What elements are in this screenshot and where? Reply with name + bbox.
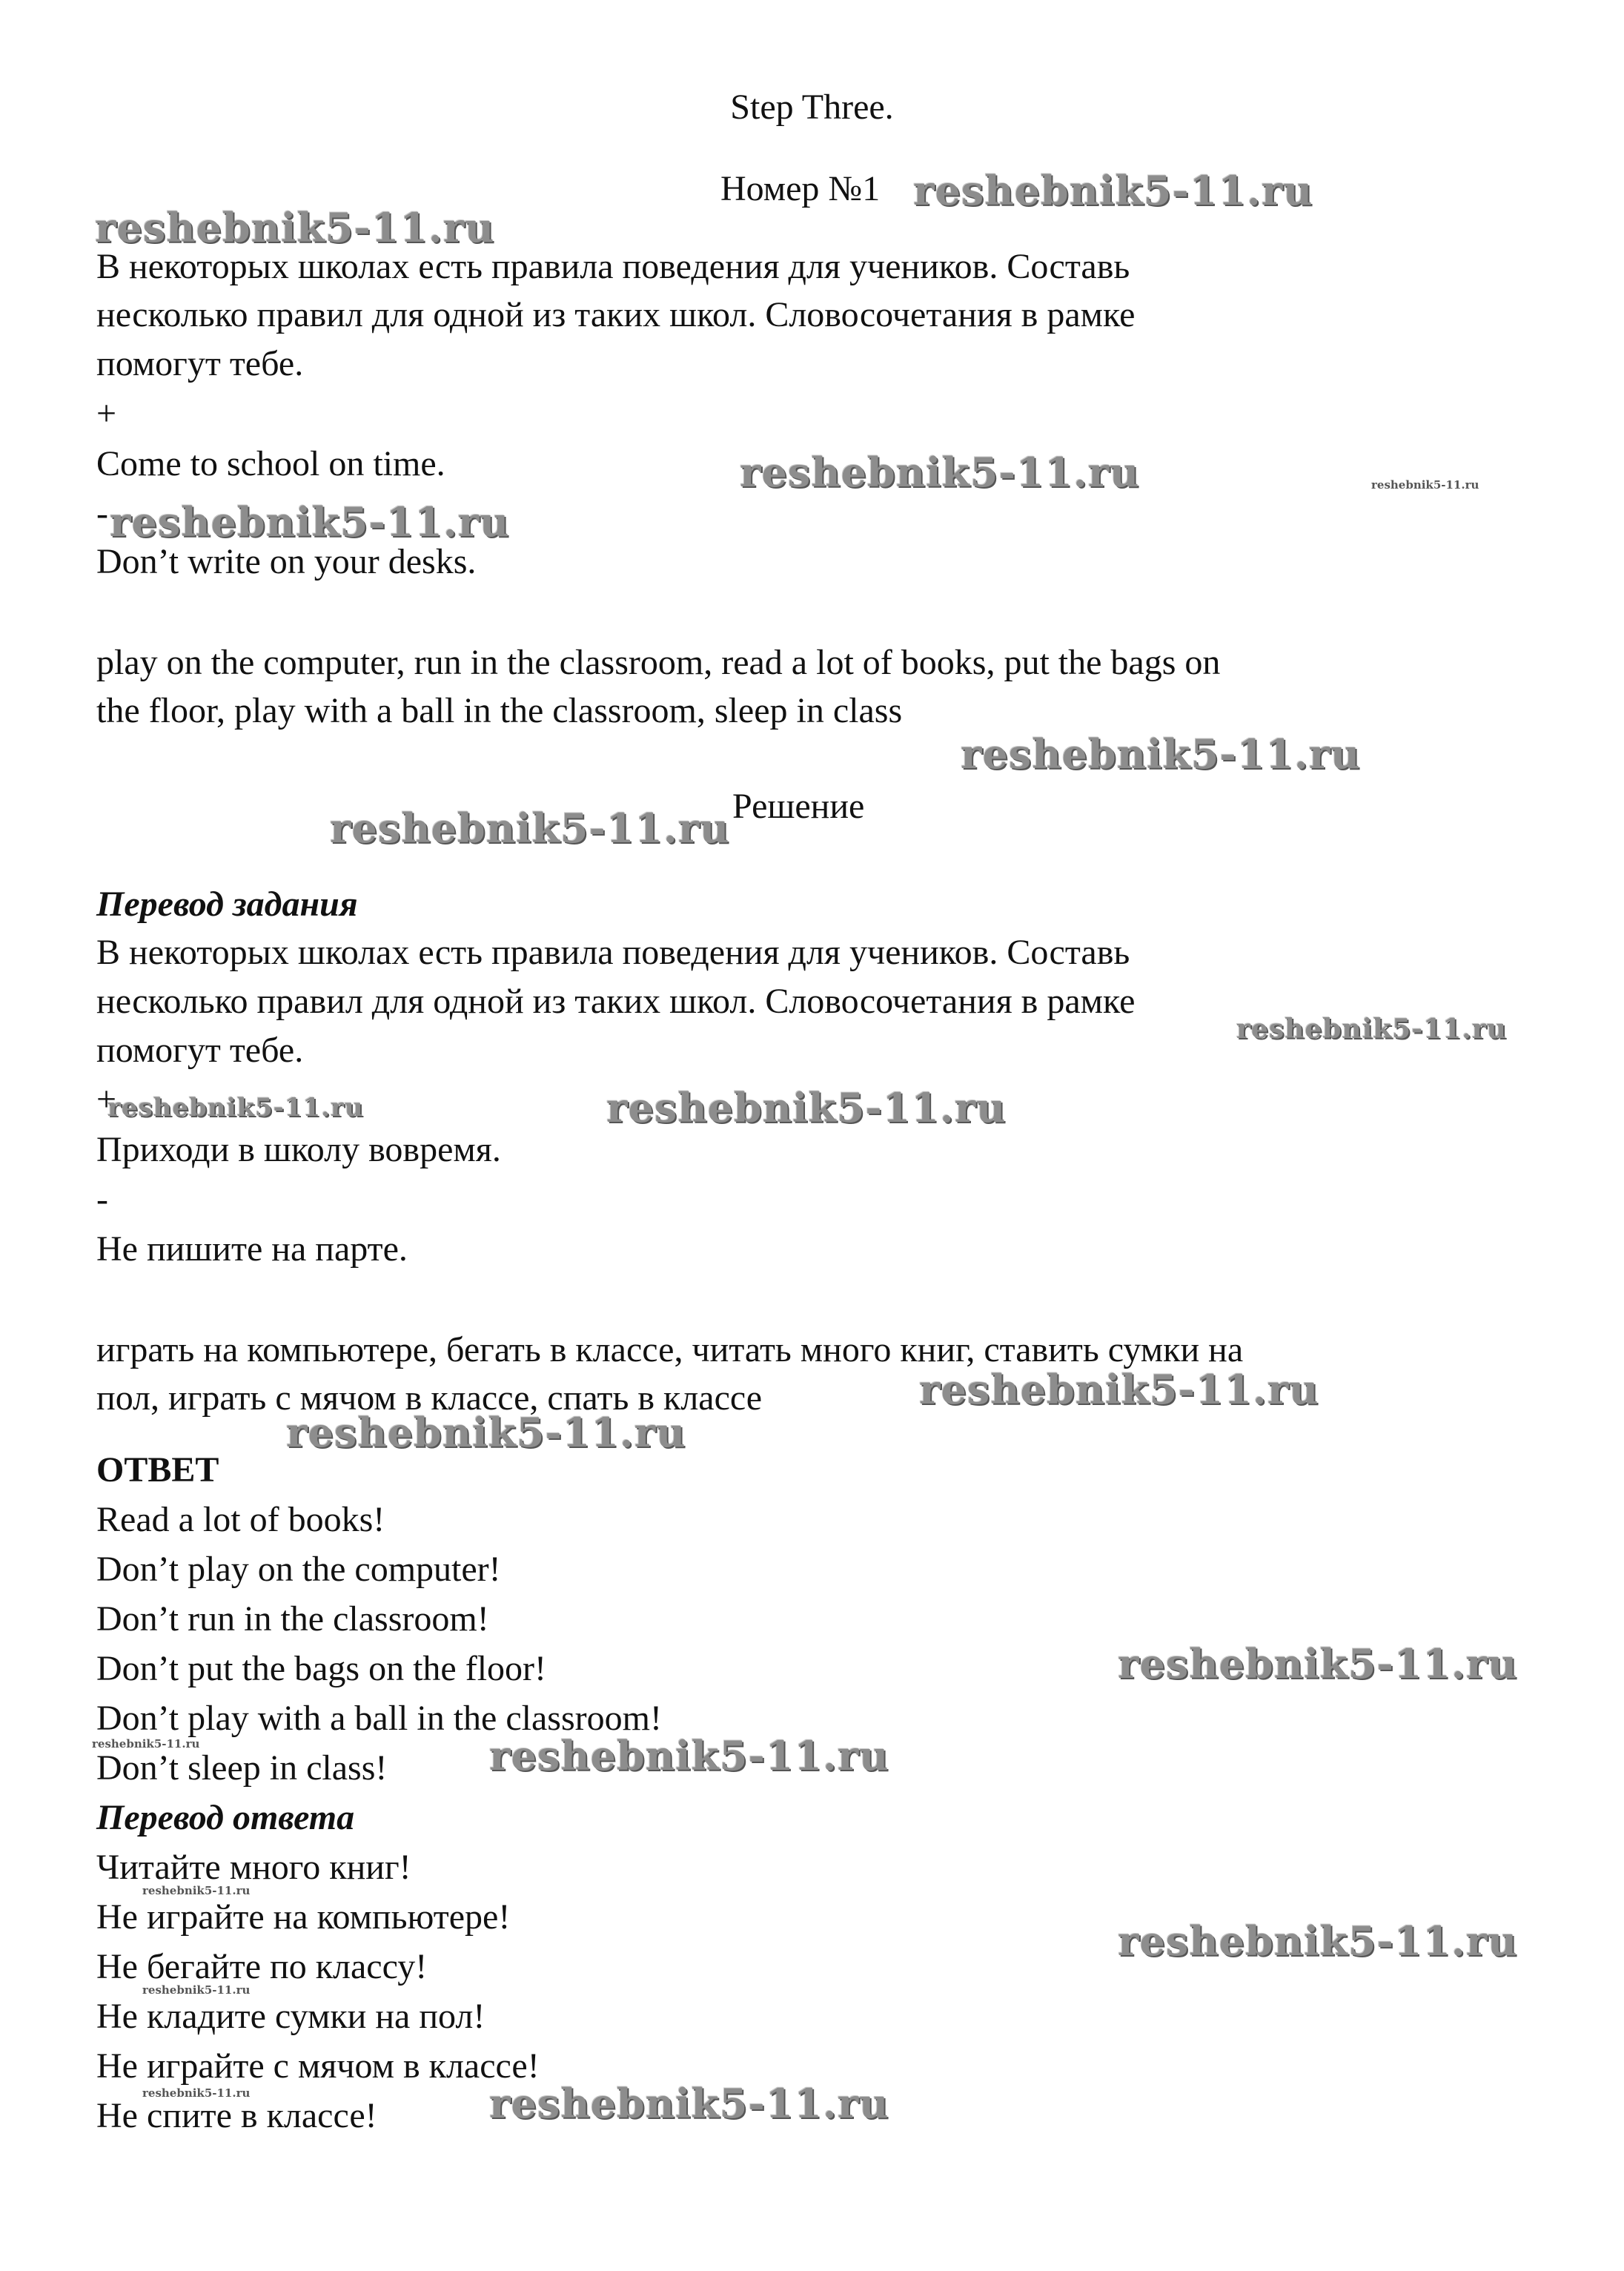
watermark: reshebnik5-11.ru (142, 1884, 251, 1897)
exercise-number: Номер №1 (720, 169, 881, 208)
task-phrases-line-2: the floor, play with a ball in the classroom, sleep in class (96, 691, 903, 730)
watermark: reshebnik5-11.ru (1118, 1640, 1518, 1687)
answer-translation-line-5: Не играйте с мячом в классе! (96, 2046, 540, 2086)
answer-line-1: Read a lot of books! (96, 1500, 385, 1539)
watermark: reshebnik5-11.ru (142, 2086, 251, 2100)
watermark: reshebnik5-11.ru (489, 1732, 889, 1779)
watermark: reshebnik5-11.ru (740, 449, 1140, 496)
watermark: reshebnik5-11.ru (913, 167, 1313, 214)
answer-translation-line-6: Не спите в классе! (96, 2096, 377, 2135)
translation-minus-mark: - (96, 1180, 108, 1219)
watermark: reshebnik5-11.ru (606, 1084, 1007, 1131)
task-plus-example: Come to school on time. (96, 444, 445, 483)
watermark: reshebnik5-11.ru (107, 1093, 364, 1123)
task-phrases-line-1: play on the computer, run in the classroom, read a lot of books, put the bags on (96, 643, 1221, 682)
watermark: reshebnik5-11.ru (142, 1983, 251, 1997)
translation-phrases-line-1: играть на компьютере, бегать в классе, читать много книг, ставить сумки на (96, 1330, 1244, 1369)
watermark: reshebnik5-11.ru (489, 2080, 889, 2127)
translation-plus-mark: + (96, 1080, 117, 1119)
answer-line-5: Don’t play with a ball in the classroom! (96, 1699, 662, 1738)
task-text-line-1: В некоторых школах есть правила поведения для учеников. Составь (96, 247, 1130, 286)
answer-translation-line-4: Не кладите сумки на пол! (96, 1997, 485, 2036)
translation-minus-example: Не пишите на парте. (96, 1229, 408, 1269)
translation-text-line-1: В некоторых школах есть правила поведения для учеников. Составь (96, 933, 1130, 972)
watermark: reshebnik5-11.ru (286, 1409, 686, 1456)
watermark: reshebnik5-11.ru (110, 498, 510, 546)
page-title: Step Three. (730, 87, 894, 127)
task-text-line-3: помогут тебе. (96, 344, 304, 383)
task-minus-mark: - (96, 494, 108, 533)
answer-line-4: Don’t put the bags on the floor! (96, 1649, 547, 1688)
task-plus-mark: + (96, 394, 117, 433)
watermark: reshebnik5-11.ru (961, 730, 1361, 778)
solution-label: Решение (732, 787, 865, 826)
translation-text-line-2: несколько правил для одной из таких школ. Словосочетания в рамке (96, 982, 1136, 1021)
answer-translation-heading: Перевод ответа (96, 1798, 355, 1837)
watermark: reshebnik5-11.ru (919, 1366, 1319, 1413)
translation-heading: Перевод задания (96, 885, 358, 924)
watermark: reshebnik5-11.ru (330, 804, 730, 852)
watermark: reshebnik5-11.ru (95, 204, 495, 251)
answer-line-2: Don’t play on the computer! (96, 1550, 501, 1589)
answer-line-3: Don’t run in the classroom! (96, 1599, 489, 1639)
watermark: reshebnik5-11.ru (1236, 1014, 1507, 1045)
translation-plus-example: Приходи в школу вовремя. (96, 1130, 501, 1169)
answer-translation-line-1: Читайте много книг! (96, 1848, 411, 1887)
translation-phrases-line-2: пол, играть с мячом в классе, спать в классе (96, 1378, 763, 1418)
watermark: reshebnik5-11.ru (1371, 478, 1479, 492)
task-minus-example: Don’t write on your desks. (96, 542, 477, 581)
watermark: reshebnik5-11.ru (1118, 1917, 1518, 1965)
watermark: reshebnik5-11.ru (92, 1737, 200, 1751)
translation-text-line-3: помогут тебе. (96, 1031, 304, 1070)
answer-line-6: Don’t sleep in class! (96, 1748, 388, 1788)
answer-translation-line-2: Не играйте на компьютере! (96, 1897, 511, 1937)
answer-heading: ОТВЕТ (96, 1450, 219, 1490)
answer-translation-line-3: Не бегайте по классу! (96, 1947, 428, 1986)
task-text-line-2: несколько правил для одной из таких школ. Словосочетания в рамке (96, 295, 1136, 334)
